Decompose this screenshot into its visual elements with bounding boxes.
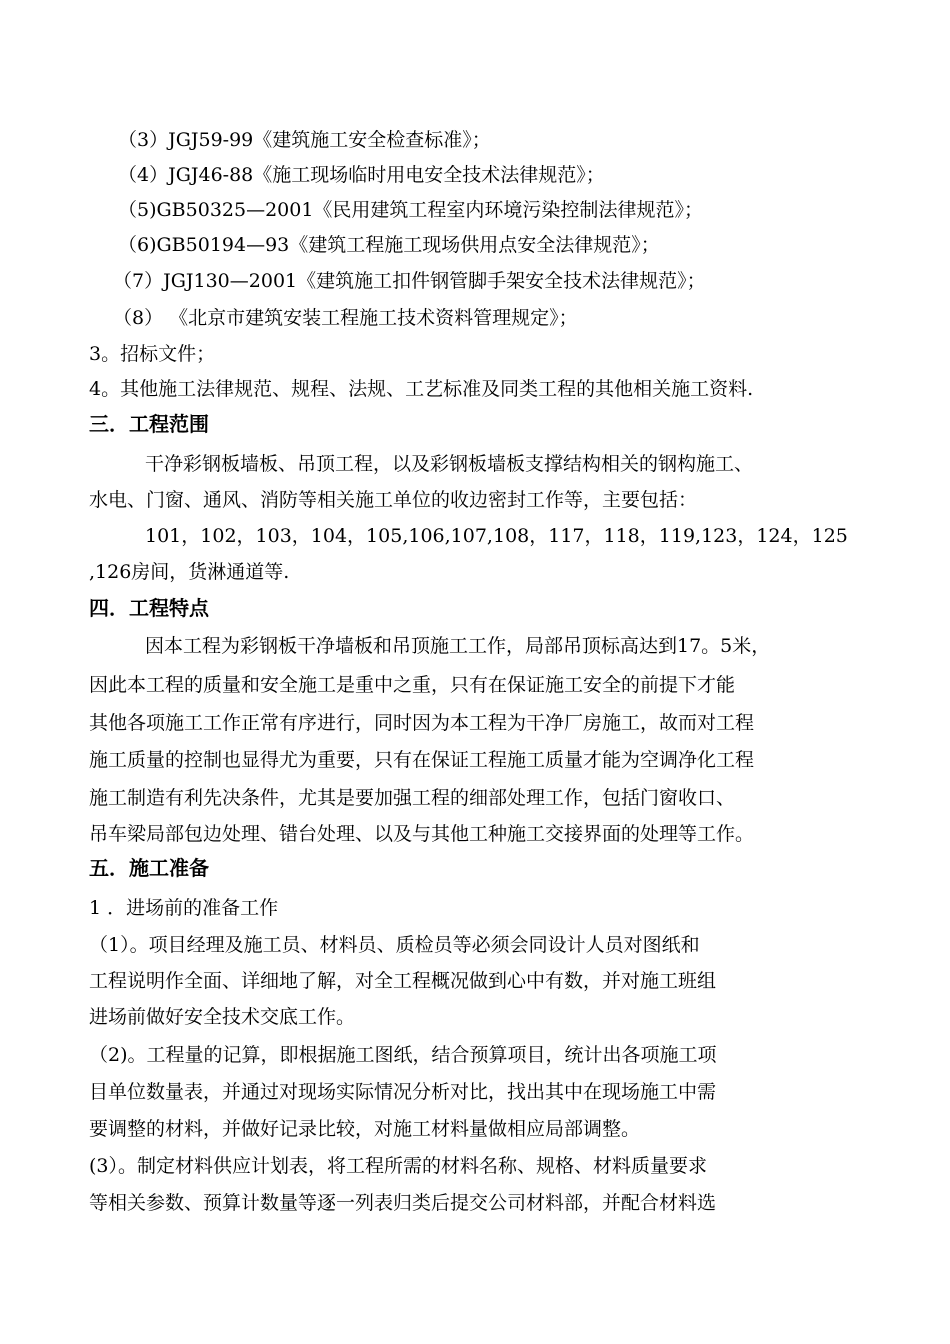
paragraph-line: 等相关参数、预算计数量等逐一列表归类后提交公司材料部，并配合材料选 (89, 1192, 717, 1214)
reference-item: （4）JGJ46-88《施工现场临时用电安全技术法律规范》； (118, 164, 605, 186)
paragraph-line: 目单位数量表，并通过对现场实际情况分析对比，找出其中在现场施工中需 (89, 1081, 717, 1103)
reference-item: （7）JGJ130—2001《建筑施工扣件钢管脚手架安全技术法律规范》； (113, 270, 706, 292)
paragraph-line: 吊车梁局部包边处理、错台处理、以及与其他工种施工交接界面的处理等工作。 (89, 823, 755, 845)
paragraph-line: 施工制造有利先决条件，尤其是要加强工程的细部处理工作，包括门窗收口、 (89, 787, 736, 809)
paragraph-line: （2)。工程量的记算，即根据施工图纸，结合预算项目，统计出各项施工项 (89, 1044, 717, 1066)
section-heading: 三．工程范围 (89, 412, 209, 436)
list-item: 3。招标文件； (89, 343, 216, 365)
section-heading: 四．工程特点 (89, 596, 209, 620)
reference-item: （8） 《北京市建筑安装工程施工技术资料管理规定》； (113, 307, 578, 329)
reference-item: （3）JGJ59-99《建筑施工安全检查标准》； (118, 129, 491, 151)
reference-item: （5)GB50325—2001《民用建筑工程室内环境污染控制法律规范》； (118, 199, 703, 221)
paragraph-line: 进场前做好安全技术交底工作。 (89, 1006, 356, 1028)
subsection-heading: 1 ．进场前的准备工作 (89, 897, 279, 919)
paragraph-line: （1）。项目经理及施工员、材料员、质检员等必须会同设计人员对图纸和 (89, 934, 700, 956)
paragraph-line: 其他各项施工工作正常有序进行，同时因为本工程为干净厂房施工，故而对工程 (89, 712, 755, 734)
paragraph-line: 水电、门窗、通风、消防等相关施工单位的收边密封工作等，主要包括： (89, 489, 698, 511)
paragraph-line: 干净彩钢板墙板、吊顶工程，以及彩钢板墙板支撑结构相关的钢构施工、 (145, 453, 754, 475)
reference-item: （6)GB50194—93《建筑工程施工现场供用点安全法律规范》； (118, 234, 660, 256)
paragraph-line: 因此本工程的质量和安全施工是重中之重，只有在保证施工安全的前提下才能 (89, 674, 736, 696)
list-item: 4。其他施工法律规范、规程、法规、工艺标准及同类工程的其他相关施工资料. (89, 378, 754, 400)
paragraph-line: 要调整的材料，并做好记录比较，对施工材料量做相应局部调整。 (89, 1118, 641, 1140)
paragraph-line: 101，102，103，104，105,106,107,108，117，118，119,123，124，125 (145, 525, 848, 547)
paragraph-line: 工程说明作全面、详细地了解，对全工程概况做到心中有数，并对施工班组 (89, 970, 717, 992)
paragraph-line: ,126房间，货淋通道等. (89, 561, 290, 583)
paragraph-line: 因本工程为彩钢板干净墙板和吊顶施工工作，局部吊顶标高达到17。5米， (145, 635, 771, 657)
paragraph-line: 施工质量的控制也显得尤为重要，只有在保证工程施工质量才能为空调净化工程 (89, 749, 755, 771)
paragraph-line: (3）。制定材料供应计划表，将工程所需的材料名称、规格、材料质量要求 (89, 1155, 708, 1177)
section-heading: 五．施工准备 (89, 856, 209, 880)
